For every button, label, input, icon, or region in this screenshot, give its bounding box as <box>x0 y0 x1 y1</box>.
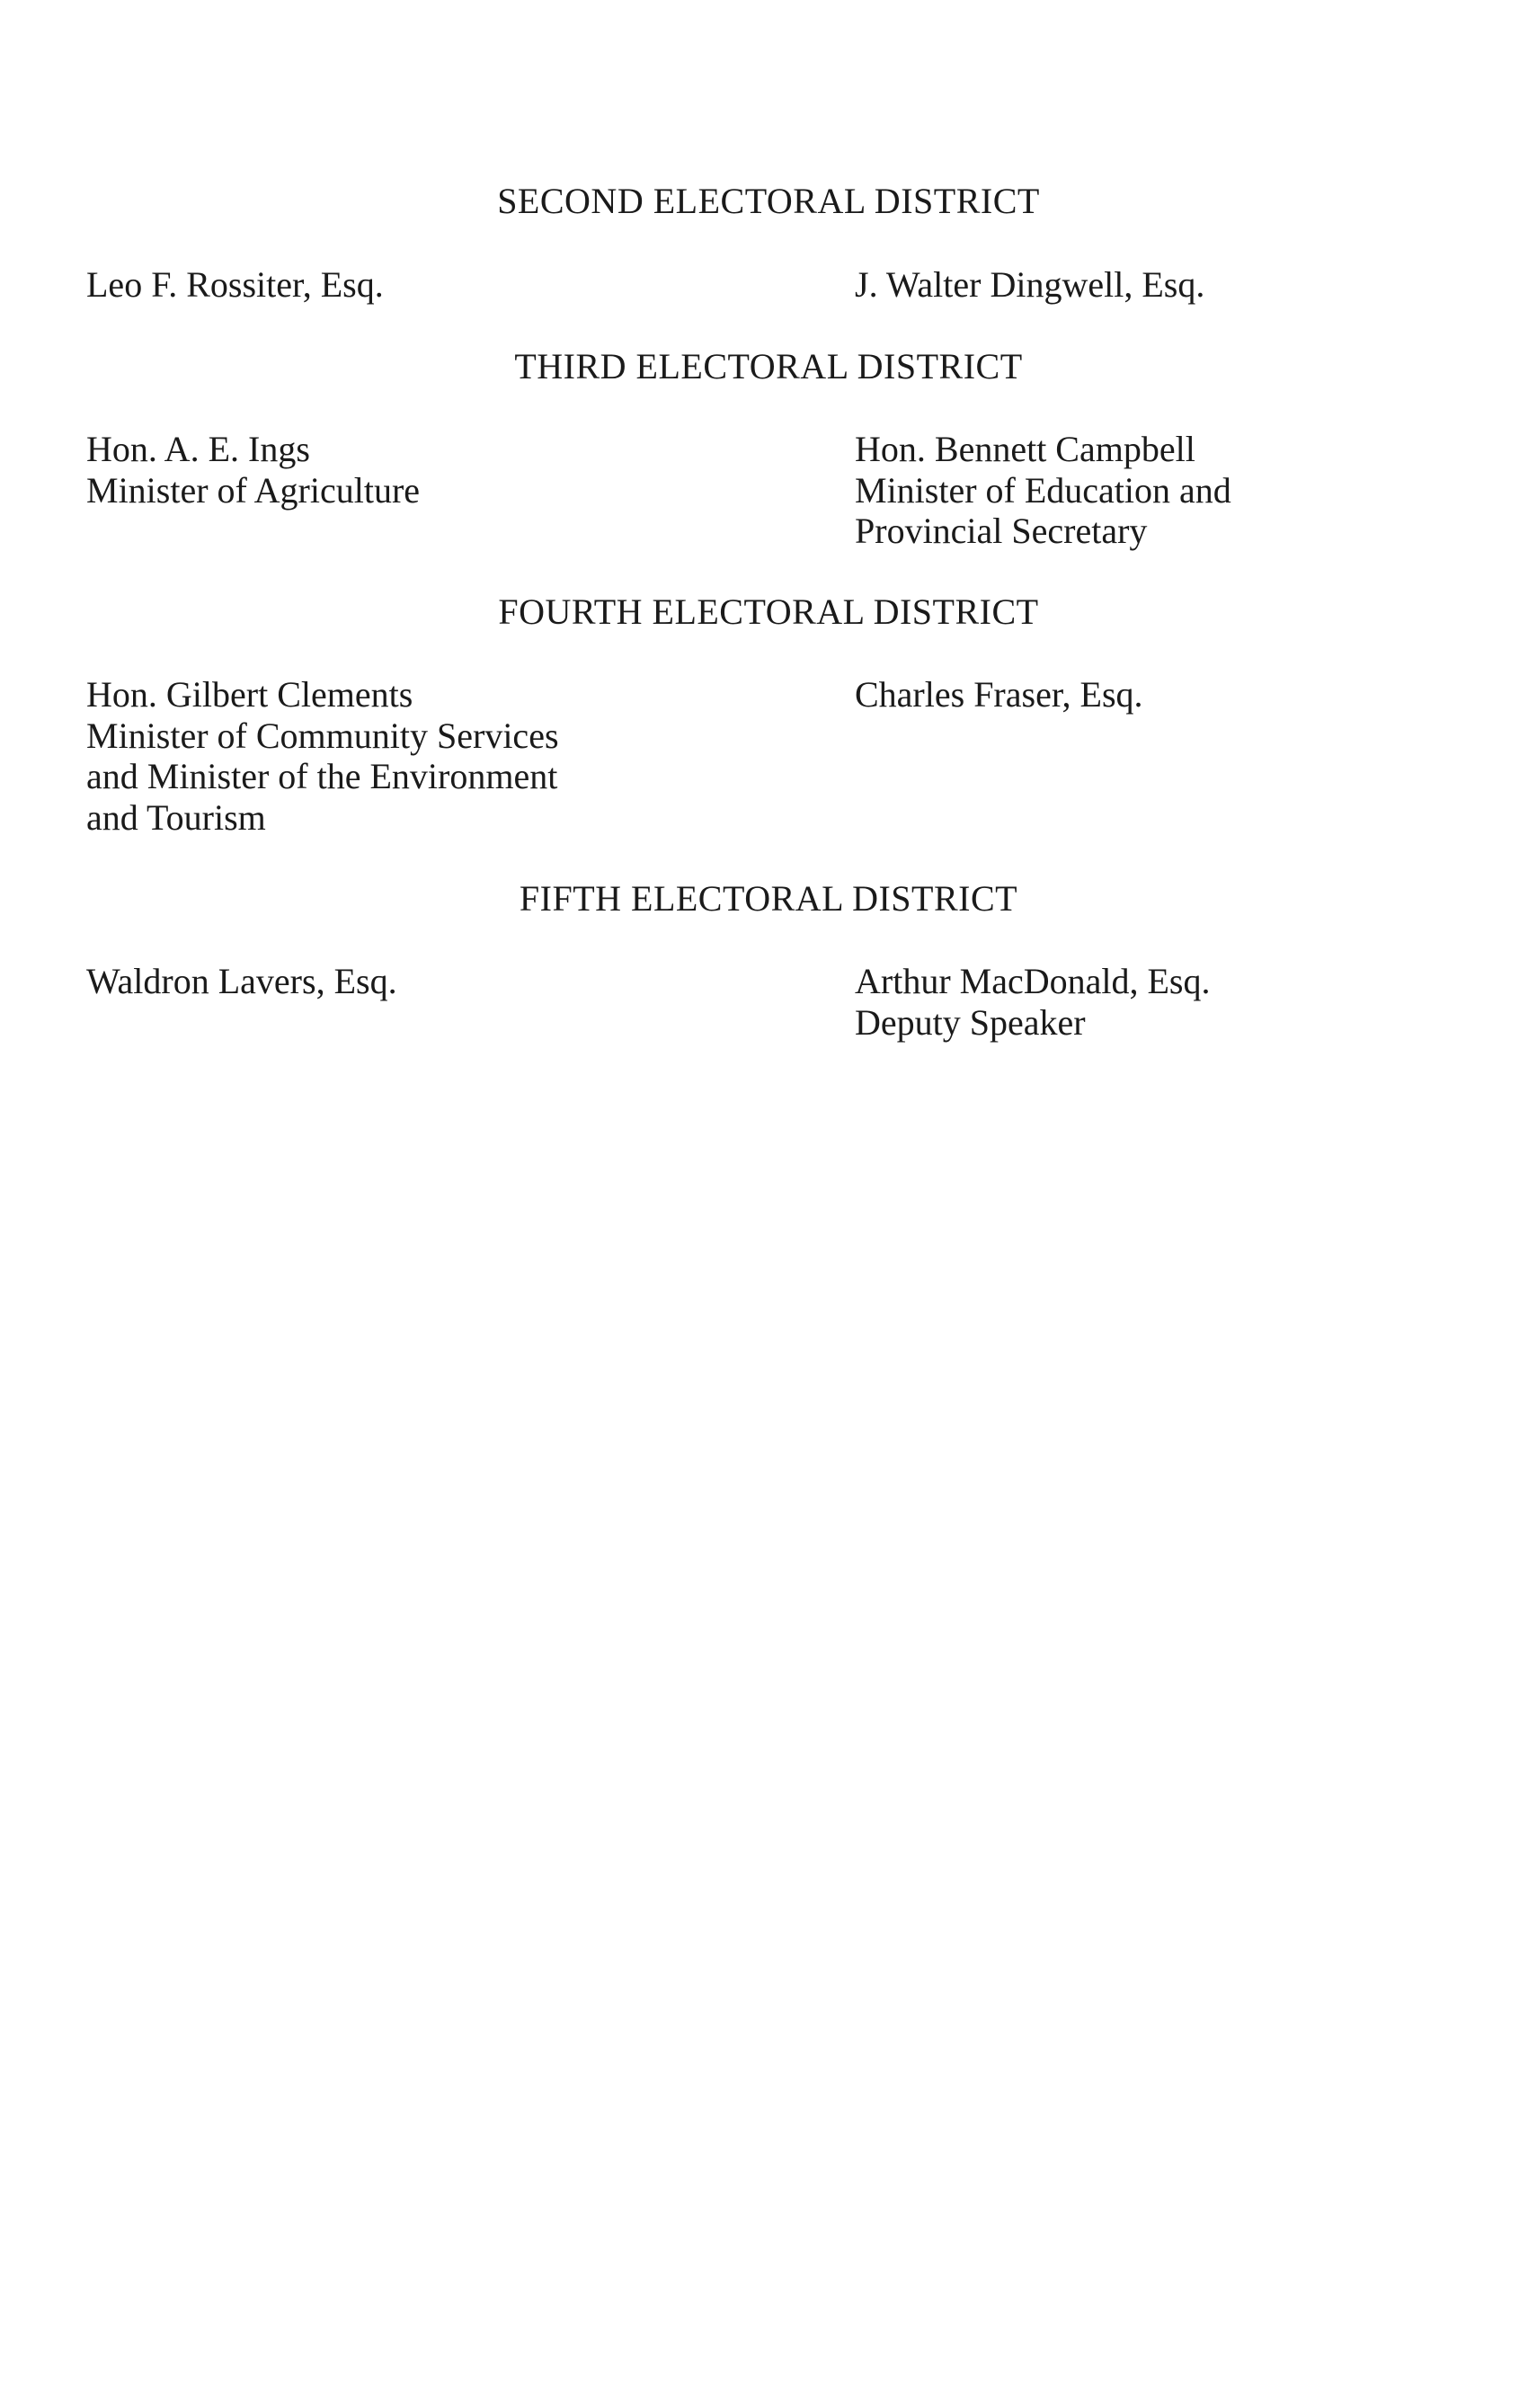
district-right-member <box>855 264 1204 306</box>
member-line: Leo F. Rossiter, Esq. <box>86 264 384 305</box>
district-left-member <box>86 429 420 511</box>
member-line: Waldron Lavers, Esq. <box>86 961 397 1001</box>
district-left-member <box>86 961 397 1002</box>
member-line: Minister of Agriculture <box>86 469 421 511</box>
member-line: and Tourism <box>86 796 266 838</box>
district-left-member <box>86 674 559 838</box>
member-line: and Minister of the Environment <box>86 756 558 796</box>
member-line: Minister of Community Services <box>86 715 559 756</box>
member-line: Hon. Gilbert Clements <box>86 674 413 715</box>
district-heading: SECOND ELECTORAL DISTRICT <box>497 181 1040 221</box>
district-heading: THIRD ELECTORAL DISTRICT <box>514 346 1023 387</box>
member-line: Charles Fraser, Esq. <box>855 674 1143 715</box>
member-line: Hon. A. E. Ings <box>86 429 310 469</box>
district-right-member <box>855 674 1143 715</box>
member-line: Hon. Bennett Campbell <box>855 429 1195 469</box>
member-line: Arthur MacDonald, Esq. <box>855 961 1211 1001</box>
district-heading: FIFTH ELECTORAL DISTRICT <box>519 878 1018 919</box>
member-line: Provincial Secretary <box>855 511 1148 551</box>
district-left-member <box>86 264 384 306</box>
member-line: Deputy Speaker <box>855 1001 1086 1043</box>
district-heading: FOURTH ELECTORAL DISTRICT <box>498 591 1039 632</box>
district-right-member <box>855 429 1231 552</box>
member-line: J. Walter Dingwell, Esq. <box>855 264 1205 305</box>
member-line: Minister of Education and <box>855 469 1231 511</box>
district-right-member <box>855 961 1210 1043</box>
